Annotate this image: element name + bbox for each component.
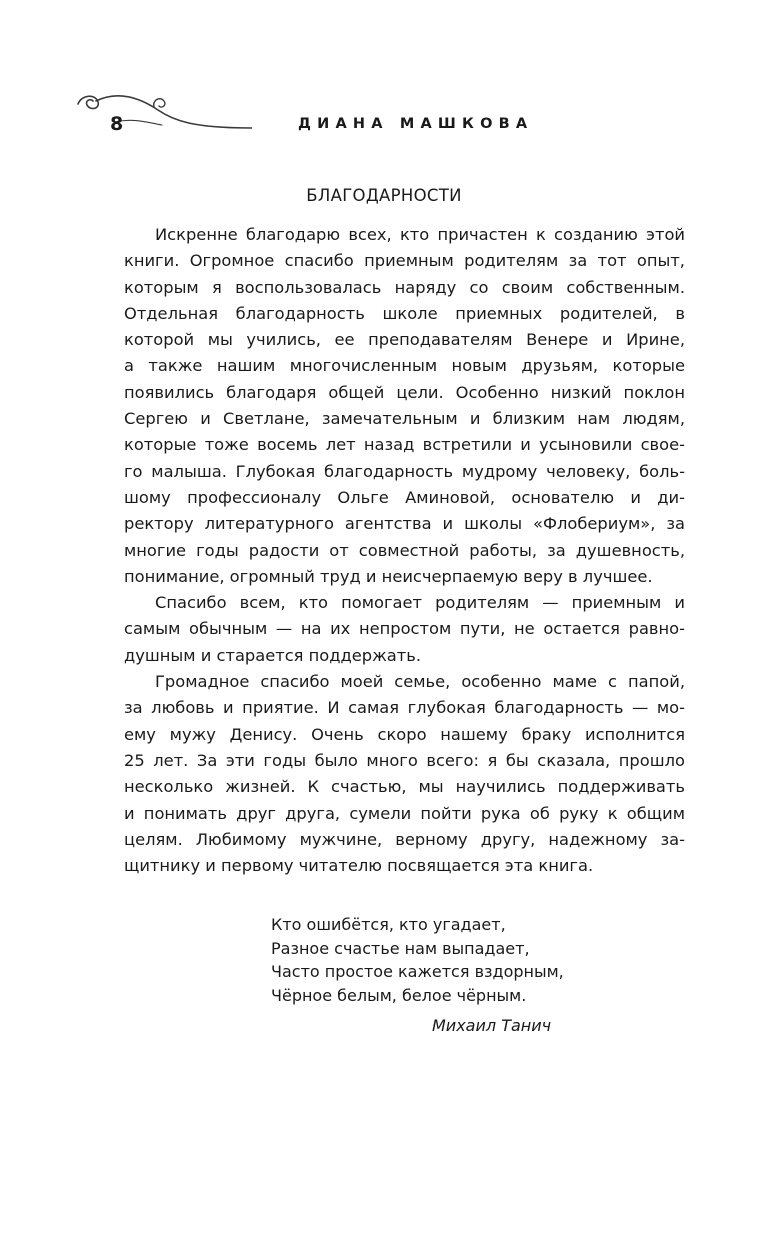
text-line: понимание, огромный труд и неисчерпаемую веру в лучшее. — [124, 566, 653, 586]
body-text — [124, 222, 685, 879]
epigraph-poem — [271, 913, 564, 1007]
text-line: Искренне благодарю всех, кто причастен к созданию этой — [155, 225, 685, 244]
page-header — [0, 0, 768, 150]
section-title: БЛАГОДАРНОСТИ — [306, 186, 462, 205]
flourish-icon — [74, 92, 252, 138]
running-head-author: ДИАНА МАШКОВА — [298, 116, 534, 132]
text-line: которой мы учились, ее преподавателям Венере и Ирине, — [124, 330, 685, 350]
page-number: 8 — [110, 113, 124, 135]
text-line: а также нашим многочисленным новым друзьям, которые — [124, 356, 685, 376]
text-line: Отдельная благодарность школе приемных родителей, в — [124, 303, 685, 323]
text-line: за любовь и приятие. И самая глубокая благодарность — мо- — [124, 698, 685, 718]
text-line: ректору литературного агентства и школы «Флобериум», за — [124, 514, 685, 534]
text-line: которые тоже восемь лет назад встретили и усыновили свое- — [124, 435, 685, 455]
text-line: ему мужу Денису. Очень скоро нашему браку исполнится — [124, 724, 685, 744]
paragraph — [124, 590, 685, 669]
text-line: щитнику и первому читателю посвящается эта книга. — [124, 856, 594, 876]
epigraph-author: Михаил Танич — [432, 1016, 552, 1035]
text-line: целям. Любимому мужчине, верному другу, надежному за- — [124, 829, 685, 849]
poem-line: Чёрное белым, белое чёрным. — [271, 985, 527, 1005]
text-line: го малыша. Глубокая благодарность мудрому человеку, боль- — [124, 461, 685, 481]
text-line: Спасибо всем, кто помогает родителям — приемным и — [155, 593, 685, 613]
paragraph — [124, 669, 685, 879]
poem-line: Разное счастье нам выпадает, — [271, 938, 530, 958]
text-line: 25 лет. За эти годы было много всего: я бы сказала, прошло — [124, 750, 685, 770]
text-line: шому профессионалу Ольге Аминовой, основателю и ди- — [124, 487, 685, 507]
text-line: книги. Огромное спасибо приемным родителям за тот опыт, — [124, 251, 685, 271]
paragraph — [124, 222, 685, 590]
text-line: Сергею и Светлане, замечательным и близким нам людям, — [124, 409, 685, 429]
text-line: душным и старается поддержать. — [124, 645, 422, 665]
poem-line: Часто простое кажется вздорным, — [271, 962, 564, 981]
text-line: которым я воспользовалась наряду со своим собственным. — [124, 277, 685, 297]
text-line: появились благодаря общей цели. Особенно низкий поклон — [124, 382, 685, 402]
text-line: несколько жизней. К счастью, мы научились поддерживать — [124, 777, 685, 797]
text-line: и понимать друг друга, сумели пойти рука об руку к общим — [124, 803, 685, 823]
text-line: Громадное спасибо моей семье, особенно маме с папой, — [155, 672, 685, 692]
poem-line: Кто ошибётся, кто угадает, — [271, 915, 506, 934]
text-line: многие годы радости от совместной работы, за душевность, — [124, 540, 685, 560]
text-line: самым обычным — на их непростом пути, не остается равно- — [124, 619, 685, 639]
